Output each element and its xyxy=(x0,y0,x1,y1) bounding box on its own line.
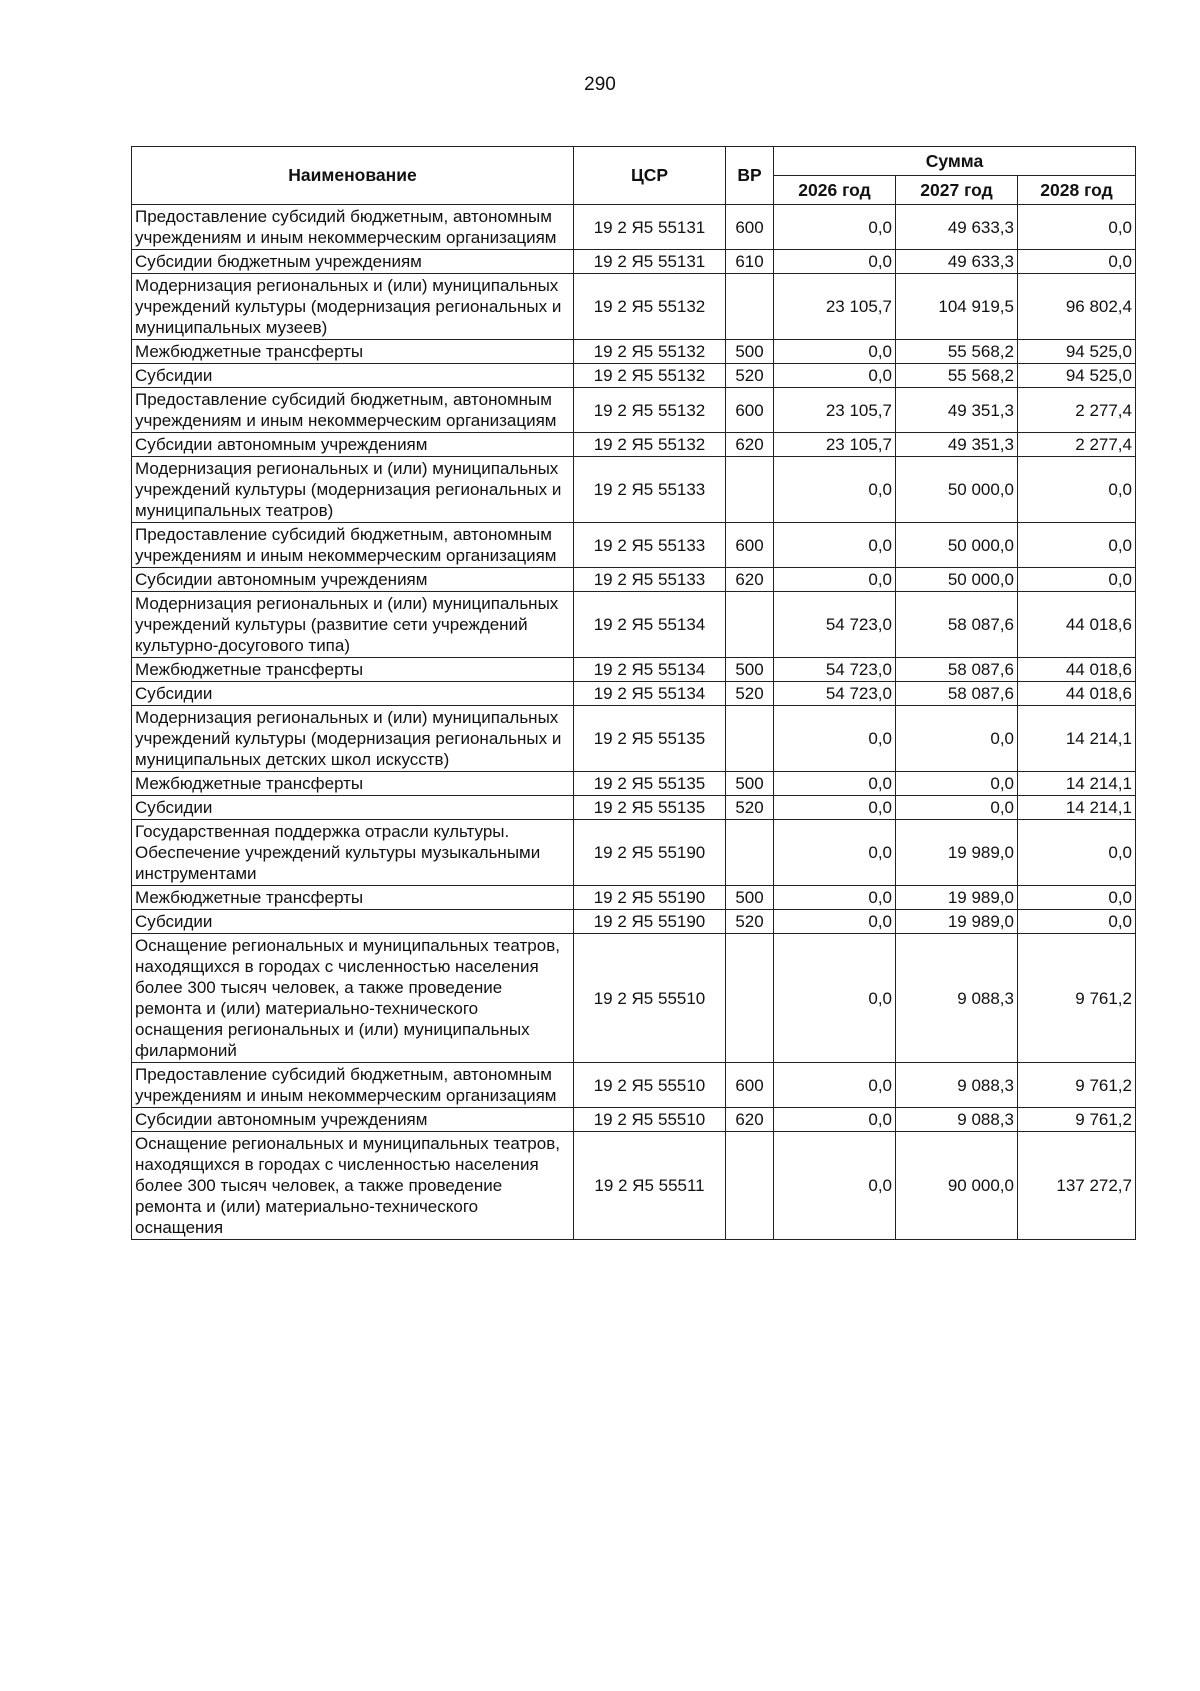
row-amount-2026: 0,0 xyxy=(774,340,896,364)
row-name-cell: Субсидии бюджетным учреждениям xyxy=(132,250,574,274)
row-amount-2027: 0,0 xyxy=(896,796,1018,820)
row-amount-2027: 49 633,3 xyxy=(896,205,1018,250)
row-vr-cell xyxy=(726,457,774,523)
row-amount-2027: 58 087,6 xyxy=(896,592,1018,658)
row-name-cell: Государственная поддержка отрасли культуры. Обеспечение учреждений культуры музыкальными инструментами xyxy=(132,820,574,886)
row-csr-cell: 19 2 Я5 55132 xyxy=(574,388,726,433)
row-vr-cell: 600 xyxy=(726,1063,774,1108)
row-vr-cell: 600 xyxy=(726,388,774,433)
row-csr-cell: 19 2 Я5 55511 xyxy=(574,1132,726,1240)
row-vr-cell: 600 xyxy=(726,205,774,250)
table-row xyxy=(132,1132,1136,1240)
table-row xyxy=(132,433,1136,457)
table-row xyxy=(132,658,1136,682)
row-name-cell: Субсидии автономным учреждениям xyxy=(132,433,574,457)
row-amount-2026: 54 723,0 xyxy=(774,592,896,658)
row-amount-2027: 50 000,0 xyxy=(896,523,1018,568)
table-row xyxy=(132,388,1136,433)
row-amount-2026: 0,0 xyxy=(774,1063,896,1108)
row-csr-cell: 19 2 Я5 55510 xyxy=(574,1063,726,1108)
row-amount-2028: 0,0 xyxy=(1018,250,1136,274)
row-vr-cell xyxy=(726,592,774,658)
row-amount-2027: 90 000,0 xyxy=(896,1132,1018,1240)
row-amount-2026: 0,0 xyxy=(774,457,896,523)
row-amount-2026: 0,0 xyxy=(774,910,896,934)
table-header xyxy=(132,147,1136,205)
row-vr-cell: 520 xyxy=(726,910,774,934)
row-amount-2026: 0,0 xyxy=(774,568,896,592)
row-amount-2028: 9 761,2 xyxy=(1018,934,1136,1063)
row-csr-cell: 19 2 Я5 55132 xyxy=(574,433,726,457)
row-vr-cell xyxy=(726,1132,774,1240)
row-amount-2028: 0,0 xyxy=(1018,910,1136,934)
row-name-cell: Предоставление субсидий бюджетным, автономным учреждениям и иным некоммерческим организациям xyxy=(132,523,574,568)
table-body xyxy=(132,205,1136,1240)
header-csr: ЦСР xyxy=(574,147,726,205)
row-csr-cell: 19 2 Я5 55132 xyxy=(574,364,726,388)
row-amount-2027: 19 989,0 xyxy=(896,886,1018,910)
row-amount-2026: 0,0 xyxy=(774,1132,896,1240)
row-name-cell: Субсидии xyxy=(132,682,574,706)
header-year-2026: 2026 год xyxy=(774,176,896,205)
row-vr-cell: 520 xyxy=(726,796,774,820)
row-amount-2028: 94 525,0 xyxy=(1018,340,1136,364)
row-name-cell: Межбюджетные трансферты xyxy=(132,886,574,910)
table-row xyxy=(132,274,1136,340)
row-amount-2028: 14 214,1 xyxy=(1018,706,1136,772)
row-csr-cell: 19 2 Я5 55510 xyxy=(574,1108,726,1132)
table-row xyxy=(132,772,1136,796)
row-name-cell: Межбюджетные трансферты xyxy=(132,340,574,364)
row-name-cell: Субсидии автономным учреждениям xyxy=(132,1108,574,1132)
row-amount-2027: 9 088,3 xyxy=(896,1063,1018,1108)
row-vr-cell xyxy=(726,820,774,886)
row-vr-cell: 500 xyxy=(726,886,774,910)
row-name-cell: Модернизация региональных и (или) муниципальных учреждений культуры (развитие сети учреждений культурно-досугового типа) xyxy=(132,592,574,658)
row-name-cell: Межбюджетные трансферты xyxy=(132,658,574,682)
row-vr-cell: 620 xyxy=(726,1108,774,1132)
row-vr-cell: 500 xyxy=(726,340,774,364)
row-amount-2026: 0,0 xyxy=(774,820,896,886)
row-csr-cell: 19 2 Я5 55134 xyxy=(574,682,726,706)
table-row xyxy=(132,568,1136,592)
row-vr-cell: 500 xyxy=(726,658,774,682)
row-vr-cell: 500 xyxy=(726,772,774,796)
row-csr-cell: 19 2 Я5 55134 xyxy=(574,658,726,682)
row-vr-cell xyxy=(726,706,774,772)
table-row xyxy=(132,1063,1136,1108)
row-amount-2028: 2 277,4 xyxy=(1018,388,1136,433)
row-amount-2028: 44 018,6 xyxy=(1018,682,1136,706)
row-amount-2026: 0,0 xyxy=(774,796,896,820)
row-amount-2027: 0,0 xyxy=(896,706,1018,772)
row-amount-2026: 0,0 xyxy=(774,886,896,910)
row-amount-2027: 9 088,3 xyxy=(896,1108,1018,1132)
table-row xyxy=(132,934,1136,1063)
row-amount-2027: 55 568,2 xyxy=(896,340,1018,364)
table-row xyxy=(132,886,1136,910)
table-row xyxy=(132,523,1136,568)
row-vr-cell xyxy=(726,274,774,340)
budget-table xyxy=(131,146,1136,1240)
row-amount-2028: 44 018,6 xyxy=(1018,658,1136,682)
table-row xyxy=(132,364,1136,388)
row-name-cell: Оснащение региональных и муниципальных театров, находящихся в городах с численностью населения более 300 тысяч человек, а также проведение ремонта и (или) материально-технического оснащения xyxy=(132,1132,574,1240)
row-csr-cell: 19 2 Я5 55190 xyxy=(574,910,726,934)
row-amount-2027: 55 568,2 xyxy=(896,364,1018,388)
row-name-cell: Субсидии xyxy=(132,910,574,934)
row-csr-cell: 19 2 Я5 55510 xyxy=(574,934,726,1063)
row-amount-2028: 0,0 xyxy=(1018,886,1136,910)
row-amount-2028: 0,0 xyxy=(1018,457,1136,523)
row-amount-2028: 0,0 xyxy=(1018,523,1136,568)
row-amount-2028: 14 214,1 xyxy=(1018,772,1136,796)
row-amount-2028: 0,0 xyxy=(1018,820,1136,886)
table-row xyxy=(132,910,1136,934)
row-name-cell: Межбюджетные трансферты xyxy=(132,772,574,796)
table-row xyxy=(132,340,1136,364)
row-csr-cell: 19 2 Я5 55133 xyxy=(574,523,726,568)
row-csr-cell: 19 2 Я5 55131 xyxy=(574,205,726,250)
row-amount-2027: 49 633,3 xyxy=(896,250,1018,274)
table-row xyxy=(132,250,1136,274)
page-number: 290 xyxy=(584,74,616,95)
row-csr-cell: 19 2 Я5 55135 xyxy=(574,796,726,820)
row-amount-2028: 44 018,6 xyxy=(1018,592,1136,658)
row-csr-cell: 19 2 Я5 55131 xyxy=(574,250,726,274)
row-amount-2027: 49 351,3 xyxy=(896,433,1018,457)
row-amount-2026: 0,0 xyxy=(774,1108,896,1132)
row-amount-2028: 94 525,0 xyxy=(1018,364,1136,388)
row-amount-2027: 50 000,0 xyxy=(896,568,1018,592)
row-csr-cell: 19 2 Я5 55190 xyxy=(574,820,726,886)
row-name-cell: Модернизация региональных и (или) муниципальных учреждений культуры (модернизация региональных и муниципальных музеев) xyxy=(132,274,574,340)
table-row xyxy=(132,592,1136,658)
row-amount-2028: 0,0 xyxy=(1018,568,1136,592)
row-amount-2026: 0,0 xyxy=(774,364,896,388)
row-csr-cell: 19 2 Я5 55134 xyxy=(574,592,726,658)
row-amount-2028: 2 277,4 xyxy=(1018,433,1136,457)
row-name-cell: Субсидии xyxy=(132,364,574,388)
row-amount-2028: 0,0 xyxy=(1018,205,1136,250)
row-vr-cell: 610 xyxy=(726,250,774,274)
row-amount-2026: 23 105,7 xyxy=(774,274,896,340)
row-amount-2027: 104 919,5 xyxy=(896,274,1018,340)
row-amount-2027: 9 088,3 xyxy=(896,934,1018,1063)
row-name-cell: Модернизация региональных и (или) муниципальных учреждений культуры (модернизация региональных и муниципальных театров) xyxy=(132,457,574,523)
row-csr-cell: 19 2 Я5 55133 xyxy=(574,568,726,592)
row-name-cell: Субсидии xyxy=(132,796,574,820)
table-row xyxy=(132,706,1136,772)
row-amount-2026: 0,0 xyxy=(774,934,896,1063)
header-year-2028: 2028 год xyxy=(1018,176,1136,205)
row-name-cell: Предоставление субсидий бюджетным, автономным учреждениям и иным некоммерческим организациям xyxy=(132,205,574,250)
table-row xyxy=(132,205,1136,250)
row-vr-cell: 620 xyxy=(726,568,774,592)
table-row xyxy=(132,682,1136,706)
row-amount-2026: 23 105,7 xyxy=(774,433,896,457)
row-amount-2026: 23 105,7 xyxy=(774,388,896,433)
row-amount-2026: 0,0 xyxy=(774,772,896,796)
row-amount-2026: 54 723,0 xyxy=(774,682,896,706)
header-sum: Сумма xyxy=(774,147,1136,176)
row-amount-2028: 9 761,2 xyxy=(1018,1063,1136,1108)
header-name: Наименование xyxy=(132,147,574,205)
row-name-cell: Предоставление субсидий бюджетным, автономным учреждениям и иным некоммерческим организациям xyxy=(132,388,574,433)
table-row xyxy=(132,796,1136,820)
row-name-cell: Оснащение региональных и муниципальных театров, находящихся в городах с численностью населения более 300 тысяч человек, а также проведение ремонта и (или) материально-технического оснащения региональных и (или) муниципальных филармоний xyxy=(132,934,574,1063)
row-amount-2027: 19 989,0 xyxy=(896,910,1018,934)
row-name-cell: Субсидии автономным учреждениям xyxy=(132,568,574,592)
row-amount-2027: 0,0 xyxy=(896,772,1018,796)
row-vr-cell: 600 xyxy=(726,523,774,568)
row-amount-2027: 49 351,3 xyxy=(896,388,1018,433)
row-vr-cell: 620 xyxy=(726,433,774,457)
row-vr-cell: 520 xyxy=(726,364,774,388)
row-amount-2028: 14 214,1 xyxy=(1018,796,1136,820)
row-name-cell: Модернизация региональных и (или) муниципальных учреждений культуры (модернизация региональных и муниципальных детских школ искусств) xyxy=(132,706,574,772)
header-year-2027: 2027 год xyxy=(896,176,1018,205)
row-csr-cell: 19 2 Я5 55132 xyxy=(574,340,726,364)
row-csr-cell: 19 2 Я5 55133 xyxy=(574,457,726,523)
row-amount-2028: 9 761,2 xyxy=(1018,1108,1136,1132)
row-amount-2027: 58 087,6 xyxy=(896,682,1018,706)
row-amount-2027: 19 989,0 xyxy=(896,820,1018,886)
row-csr-cell: 19 2 Я5 55132 xyxy=(574,274,726,340)
row-amount-2026: 0,0 xyxy=(774,706,896,772)
row-amount-2026: 0,0 xyxy=(774,205,896,250)
row-amount-2026: 0,0 xyxy=(774,523,896,568)
row-amount-2027: 58 087,6 xyxy=(896,658,1018,682)
row-name-cell: Предоставление субсидий бюджетным, автономным учреждениям и иным некоммерческим организациям xyxy=(132,1063,574,1108)
table-row xyxy=(132,457,1136,523)
row-csr-cell: 19 2 Я5 55135 xyxy=(574,772,726,796)
row-amount-2028: 137 272,7 xyxy=(1018,1132,1136,1240)
table-row xyxy=(132,1108,1136,1132)
row-amount-2026: 54 723,0 xyxy=(774,658,896,682)
header-vr: ВР xyxy=(726,147,774,205)
row-vr-cell xyxy=(726,934,774,1063)
table-row xyxy=(132,820,1136,886)
row-amount-2027: 50 000,0 xyxy=(896,457,1018,523)
row-amount-2028: 96 802,4 xyxy=(1018,274,1136,340)
row-csr-cell: 19 2 Я5 55135 xyxy=(574,706,726,772)
row-vr-cell: 520 xyxy=(726,682,774,706)
row-amount-2026: 0,0 xyxy=(774,250,896,274)
row-csr-cell: 19 2 Я5 55190 xyxy=(574,886,726,910)
